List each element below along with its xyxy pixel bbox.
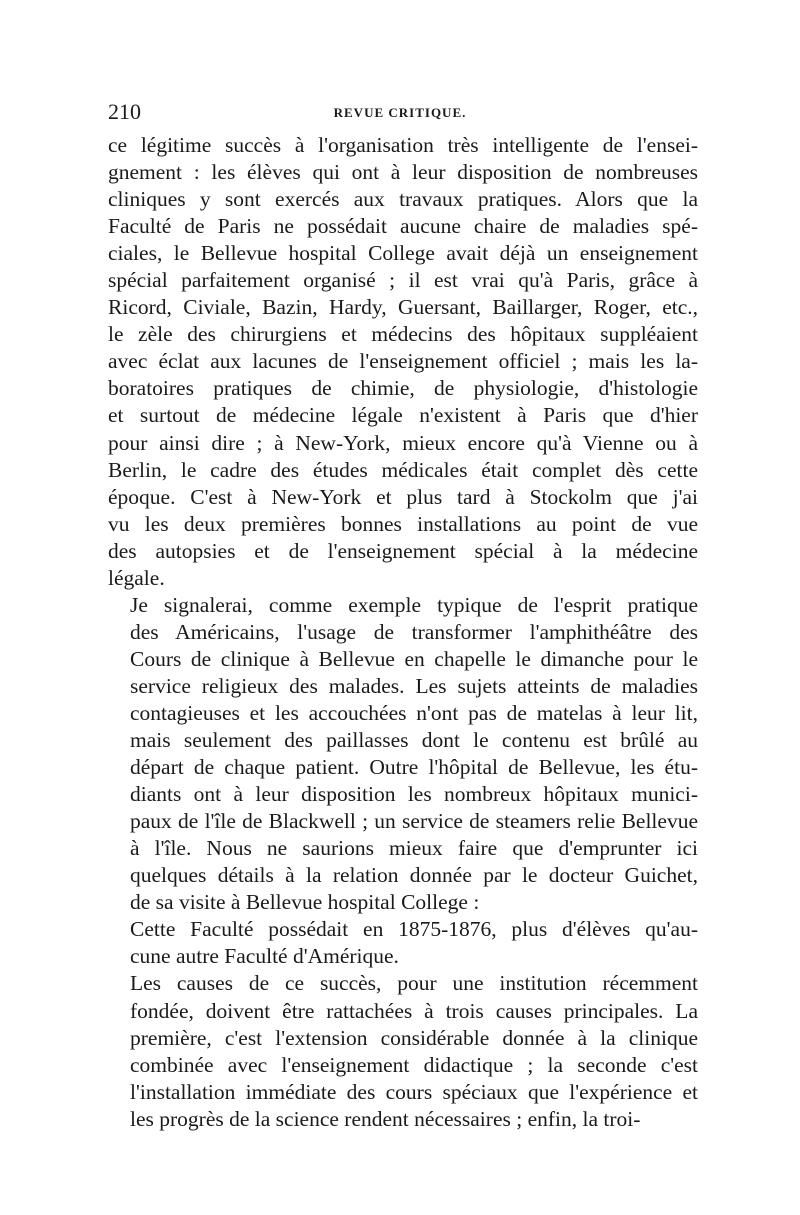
page-header: [108, 99, 692, 129]
text-line: fondée, doivent être rattachées à trois causes principales. La: [130, 998, 698, 1023]
text-line: Ricord, Civiale, Bazin, Hardy, Guersant, Baillarger, Roger, etc.,: [108, 295, 698, 320]
paragraph: [108, 132, 698, 592]
text-line: diants ont à leur disposition les nombreux hôpitaux munici-: [130, 782, 698, 807]
text-line: Faculté de Paris ne possédait aucune chaire de maladies spé-: [108, 214, 698, 239]
text-line: les progrès de la science rendent nécessaires ; enfin, la troi-: [130, 1106, 641, 1131]
text-line: quelques détails à la relation donnée par le docteur Guichet,: [130, 863, 698, 888]
text-line: Je signalerai, comme exemple typique de l'esprit pratique: [130, 592, 698, 617]
text-line: cune autre Faculté d'Amérique.: [130, 944, 399, 969]
text-line: vu les deux premières bonnes installations au point de vue: [108, 511, 698, 536]
paragraph: [108, 916, 698, 970]
text-line: cliniques y sont exercés aux travaux pratiques. Alors que la: [108, 187, 698, 212]
text-line: boratoires pratiques de chimie, de physiologie, d'histologie: [108, 376, 698, 401]
page-number: 210: [108, 99, 141, 124]
text-line: service religieux des malades. Les sujets atteints de maladies: [130, 673, 698, 698]
text-line: de sa visite à Bellevue hospital College :: [130, 890, 480, 915]
text-line: départ de chaque patient. Outre l'hôpital de Bellevue, les étu-: [130, 755, 698, 780]
text-line: paux de l'île de Blackwell ; un service de steamers relie Bellevue: [130, 809, 698, 834]
text-line: à l'île. Nous ne saurions mieux faire que d'emprunter ici: [130, 836, 698, 861]
text-line: pour ainsi dire ; à New-York, mieux encore qu'à Vienne ou à: [108, 430, 698, 455]
text-line: ce légitime succès à l'organisation très intelligente de l'ensei-: [108, 133, 698, 157]
text-line: Les causes de ce succès, pour une institution récemment: [130, 971, 698, 996]
text-line: Berlin, le cadre des études médicales était complet dès cette: [108, 457, 698, 482]
text-line: le zèle des chirurgiens et médecins des hôpitaux suppléaient: [108, 322, 698, 347]
text-line: combinée avec l'enseignement didactique ; la seconde c'est: [130, 1052, 698, 1077]
text-line: gnement : les élèves qui ont à leur disposition de nombreuses: [108, 160, 698, 185]
text-line: ciales, le Bellevue hospital College avait déjà un enseignement: [108, 241, 698, 266]
text-line: contagieuses et les accouchées n'ont pas de matelas à leur lit,: [130, 700, 698, 725]
text-line: des Américains, l'usage de transformer l'amphithéâtre des: [130, 619, 698, 644]
paragraph: [108, 592, 698, 917]
text-line: Cette Faculté possédait en 1875-1876, plus d'élèves qu'au-: [130, 917, 698, 942]
text-line: Cours de clinique à Bellevue en chapelle le dimanche pour le: [130, 646, 698, 671]
text-line: et surtout de médecine légale n'existent à Paris que d'hier: [108, 403, 698, 428]
running-title: REVUE CRITIQUE.: [333, 105, 467, 120]
text-line: époque. C'est à New-York et plus tard à Stockolm que j'ai: [108, 484, 698, 509]
text-line: mais seulement des paillasses dont le contenu est brûlé au: [130, 728, 698, 753]
text-line: spécial parfaitement organisé ; il est vrai qu'à Paris, grâce à: [108, 268, 698, 293]
body-text: [108, 132, 698, 1133]
text-line: des autopsies et de l'enseignement spécial à la médecine: [108, 538, 698, 563]
text-line: première, c'est l'extension considérable donnée à la clinique: [130, 1025, 698, 1050]
text-line: avec éclat aux lacunes de l'enseignement officiel ; mais les la-: [108, 349, 698, 374]
text-line: légale.: [108, 565, 165, 590]
text-line: l'installation immédiate des cours spéciaux que l'expérience et: [130, 1079, 698, 1104]
paragraph: [108, 970, 698, 1132]
